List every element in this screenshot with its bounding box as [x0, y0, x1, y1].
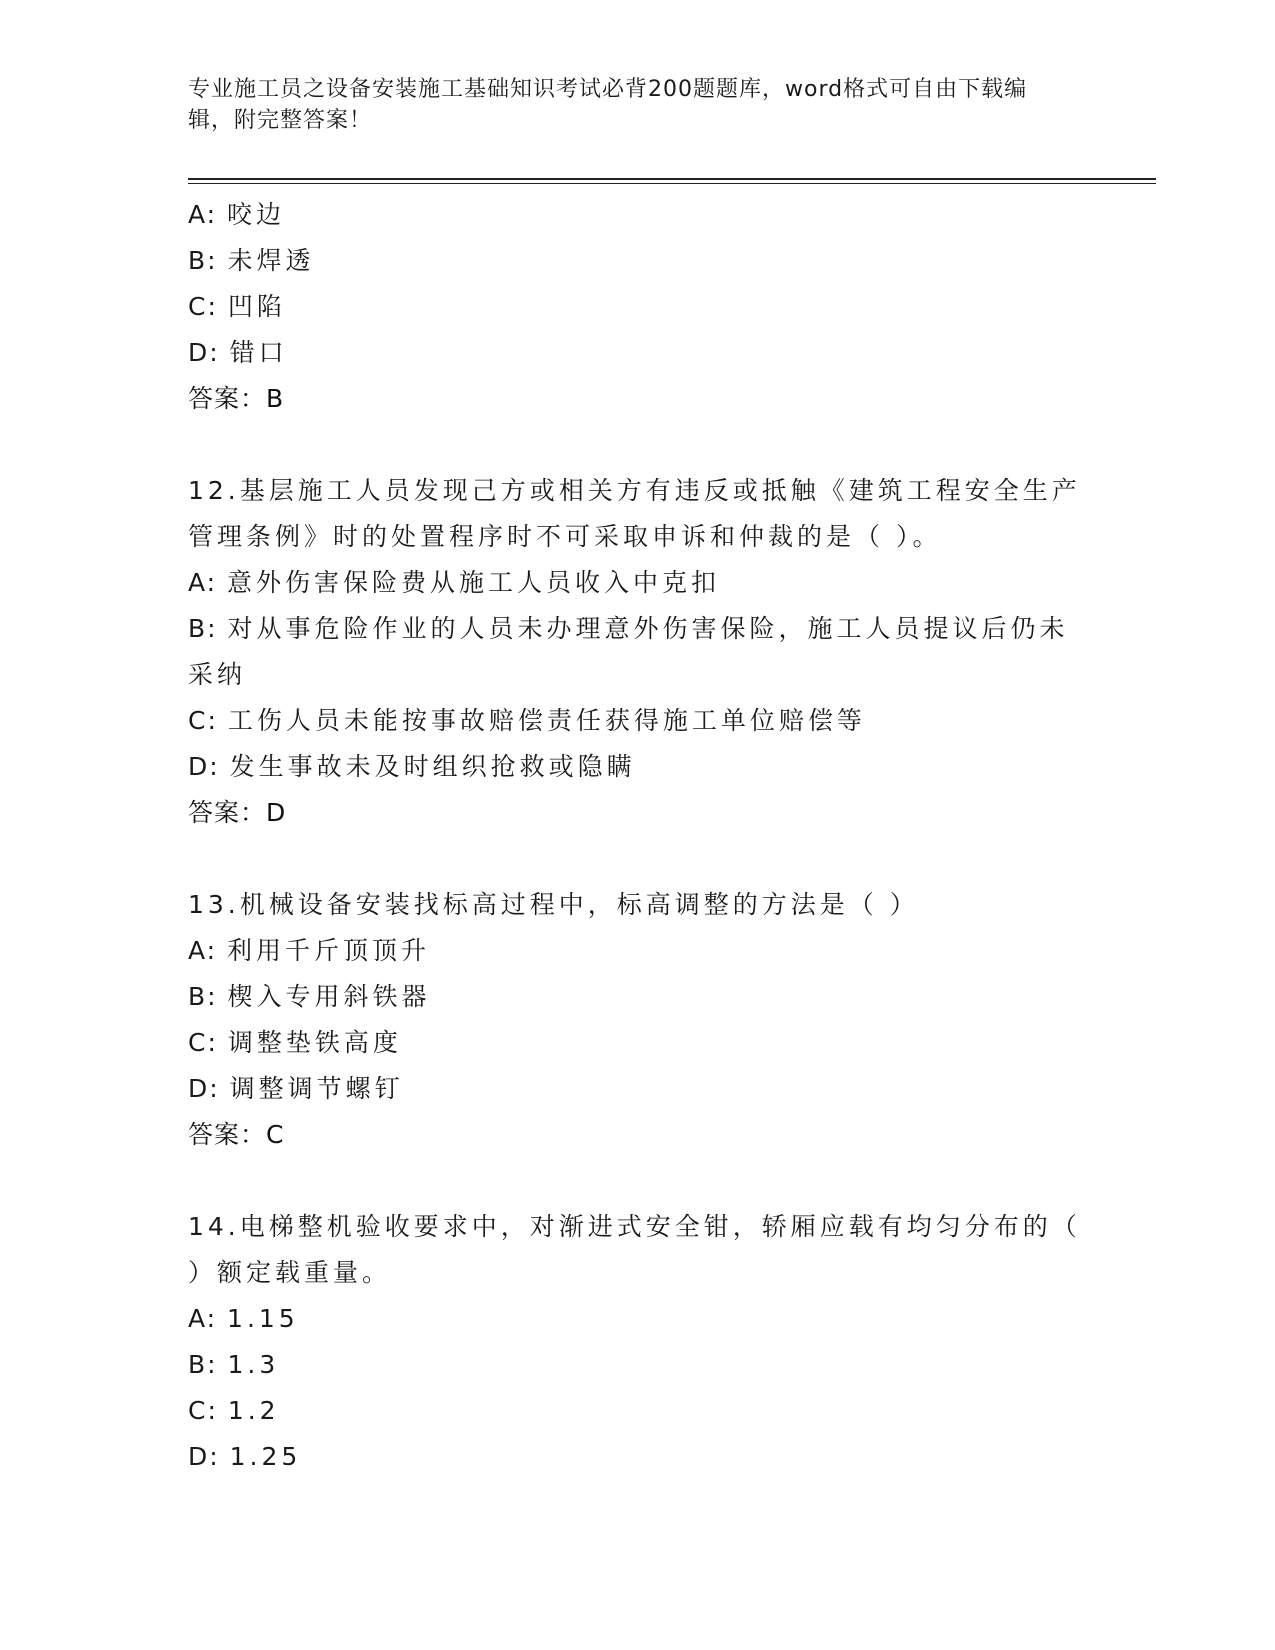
question-stem: 12.基层施工人员发现己方或相关方有违反或抵触《建筑工程安全生产管理条例》时的处置程序时不可采取申诉和仲裁的是（ ）。 — [188, 476, 1081, 551]
option-text: 1.2 — [227, 1396, 280, 1425]
spacer — [188, 422, 1088, 468]
option-label: D: — [188, 752, 230, 781]
option-b — [188, 974, 1088, 1020]
question-stem: 14.电梯整机验收要求中，对渐进式安全钳，轿厢应载有均匀分布的（ ）额定载重量。 — [188, 1212, 1081, 1287]
option-text: 未焊透 — [227, 246, 315, 275]
option-label: C: — [188, 1028, 228, 1057]
option-text: 调整调节螺钉 — [229, 1074, 404, 1103]
option-c — [188, 1020, 1088, 1066]
option-text: 错口 — [229, 338, 288, 367]
option-text: 利用千斤顶顶升 — [227, 936, 431, 965]
option-label: B: — [188, 982, 228, 1011]
question-stem: 13.机械设备安装找标高过程中，标高调整的方法是（ ） — [188, 890, 919, 919]
option-a — [188, 928, 1088, 974]
option-label: A: — [188, 936, 228, 965]
option-text: 调整垫铁高度 — [227, 1028, 402, 1057]
question-11 — [188, 192, 1088, 422]
option-label: D: — [188, 1074, 230, 1103]
option-label: D: — [188, 1442, 230, 1471]
option-a — [188, 192, 1088, 238]
option-label: C: — [188, 706, 228, 735]
option-label: A: — [188, 200, 228, 229]
question-14 — [188, 1204, 1088, 1480]
answer-line: 答案：C — [188, 1120, 285, 1149]
option-text: 凹陷 — [227, 292, 286, 321]
question-12 — [188, 468, 1088, 836]
document-header: 专业施工员之设备安装施工基础知识考试必背200题题库，word格式可自由下载编辑，附完整答案！ — [188, 77, 1028, 133]
option-label: D: — [188, 338, 230, 367]
option-label: B: — [188, 1350, 228, 1379]
option-c — [188, 284, 1088, 330]
option-a — [188, 560, 1088, 606]
option-text: 意外伤害保险费从施工人员收入中克扣 — [227, 568, 721, 597]
option-b — [188, 1342, 1088, 1388]
answer-line: 答案：B — [188, 384, 285, 413]
question-content — [188, 192, 1088, 1480]
answer-line: 答案：D — [188, 798, 287, 827]
option-text: 1.3 — [227, 1350, 280, 1379]
option-b — [188, 606, 1088, 698]
spacer — [188, 1158, 1088, 1204]
header-divider-thick — [188, 178, 1156, 180]
option-label: B: — [188, 614, 228, 643]
spacer — [188, 836, 1088, 882]
option-a — [188, 1296, 1088, 1342]
option-d — [188, 744, 1088, 790]
option-text: 1.15 — [227, 1304, 299, 1333]
option-text: 1.25 — [229, 1442, 302, 1471]
option-c — [188, 1388, 1088, 1434]
option-label: C: — [188, 1396, 228, 1425]
option-d — [188, 1434, 1088, 1480]
option-text: 咬边 — [227, 200, 286, 229]
option-text: 发生事故未及时组织抢救或隐瞒 — [229, 752, 636, 781]
option-text: 对从事危险作业的人员未办理意外伤害保险，施工人员提议后仍未采纳 — [188, 614, 1069, 689]
option-label: C: — [188, 292, 228, 321]
option-text: 工伤人员未能按事故赔偿责任获得施工单位赔偿等 — [227, 706, 866, 735]
option-c — [188, 698, 1088, 744]
option-d — [188, 330, 1088, 376]
option-d — [188, 1066, 1088, 1112]
option-label: B: — [188, 246, 228, 275]
header-divider-thin — [188, 183, 1156, 184]
option-label: A: — [188, 1304, 228, 1333]
question-13 — [188, 882, 1088, 1158]
option-b — [188, 238, 1088, 284]
option-label: A: — [188, 568, 228, 597]
option-text: 楔入专用斜铁器 — [227, 982, 431, 1011]
